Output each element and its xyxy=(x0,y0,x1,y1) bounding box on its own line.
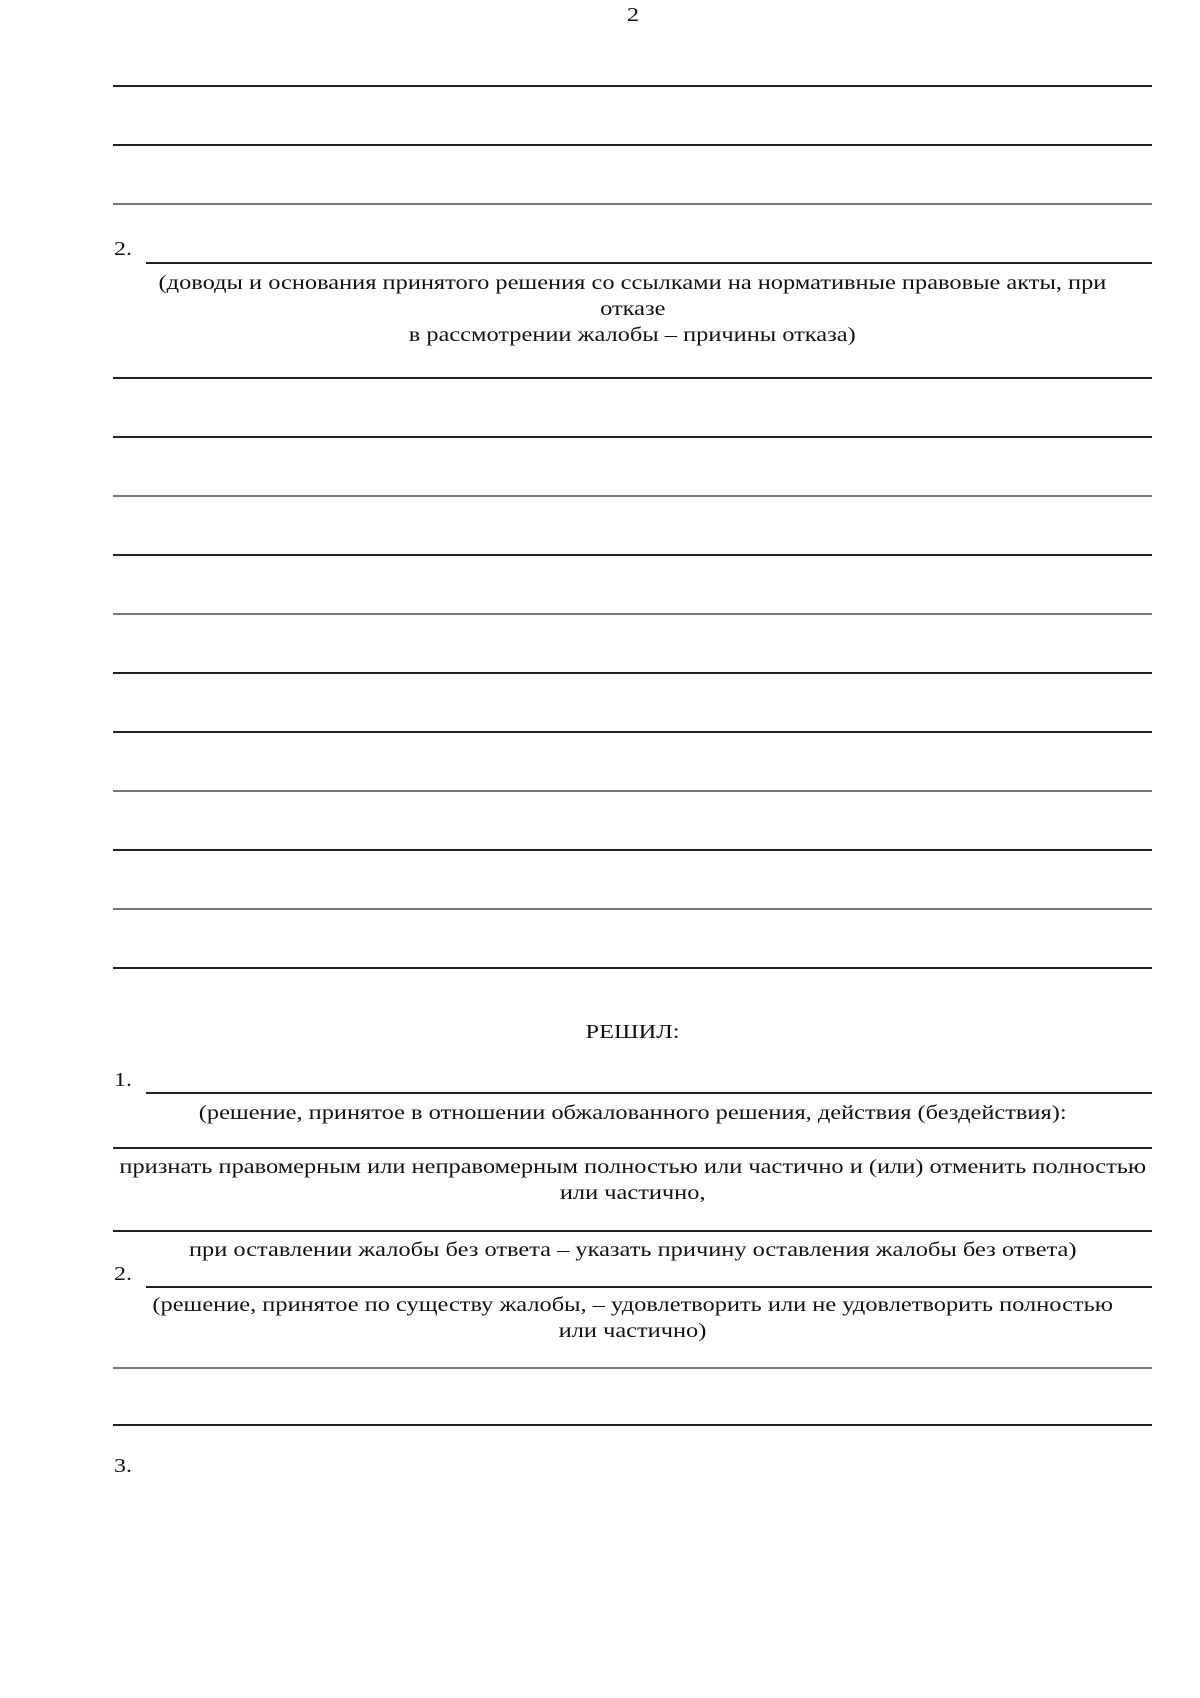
blank-line[interactable] xyxy=(113,967,1152,969)
blank-line[interactable] xyxy=(113,849,1152,851)
decision-2-caption xyxy=(113,1318,1152,1344)
blank-line[interactable] xyxy=(113,495,1152,497)
decision-1-field[interactable] xyxy=(146,1092,1152,1094)
page-number-text: 2 xyxy=(626,4,639,26)
caption-text: или частично) xyxy=(558,1320,707,1342)
blank-line[interactable] xyxy=(113,1424,1152,1426)
blank-line[interactable] xyxy=(113,1230,1152,1232)
section-2-number: 2. xyxy=(114,238,132,260)
section-2-caption-line xyxy=(113,270,1152,296)
decision-1-caption-end xyxy=(113,1237,1152,1263)
decision-2-field[interactable] xyxy=(146,1286,1152,1288)
decision-1-caption-cont xyxy=(113,1154,1152,1180)
caption-text: при оставлении жалобы без ответа – указать причину оставления жалобы без ответа) xyxy=(188,1239,1077,1261)
blank-line[interactable] xyxy=(113,731,1152,733)
caption-text: (решение, принятое по существу жалобы, – удовлетворить или не удовлетворить полностью xyxy=(152,1294,1113,1316)
blank-line[interactable] xyxy=(113,203,1152,205)
section-2-caption-line xyxy=(113,296,1152,322)
page-number xyxy=(113,2,1152,28)
blank-line[interactable] xyxy=(113,377,1152,379)
decision-1-caption-cont xyxy=(113,1180,1152,1206)
blank-line[interactable] xyxy=(113,1147,1152,1149)
heading-text: РЕШИЛ: xyxy=(585,1021,680,1043)
section-2-field[interactable] xyxy=(146,262,1152,264)
caption-text: признать правомерным или неправомерным полностью или частично и (или) отменить полностью xyxy=(119,1156,1146,1178)
caption-text: (решение, принятое в отношении обжалованного решения, действия (бездействия): xyxy=(198,1102,1067,1124)
decision-2-number: 2. xyxy=(114,1263,132,1285)
decision-1-caption xyxy=(113,1100,1152,1126)
blank-line[interactable] xyxy=(113,672,1152,674)
decision-2-caption xyxy=(113,1292,1152,1318)
blank-line[interactable] xyxy=(113,908,1152,910)
section-2-caption-line xyxy=(113,322,1152,348)
decision-3-number: 3. xyxy=(114,1455,132,1477)
blank-line[interactable] xyxy=(113,1367,1152,1369)
caption-text: отказе xyxy=(599,298,666,320)
decided-heading xyxy=(113,1019,1152,1045)
blank-line[interactable] xyxy=(113,613,1152,615)
caption-text: (доводы и основания принятого решения со ссылками на нормативные правовые акты, при xyxy=(158,272,1107,294)
blank-line[interactable] xyxy=(113,144,1152,146)
decision-1-number: 1. xyxy=(114,1069,132,1091)
caption-text: или частично, xyxy=(559,1182,706,1204)
blank-line[interactable] xyxy=(113,85,1152,87)
blank-line[interactable] xyxy=(113,436,1152,438)
blank-line[interactable] xyxy=(113,790,1152,792)
caption-text: в рассмотрении жалобы – причины отказа) xyxy=(408,324,857,346)
blank-line[interactable] xyxy=(113,554,1152,556)
